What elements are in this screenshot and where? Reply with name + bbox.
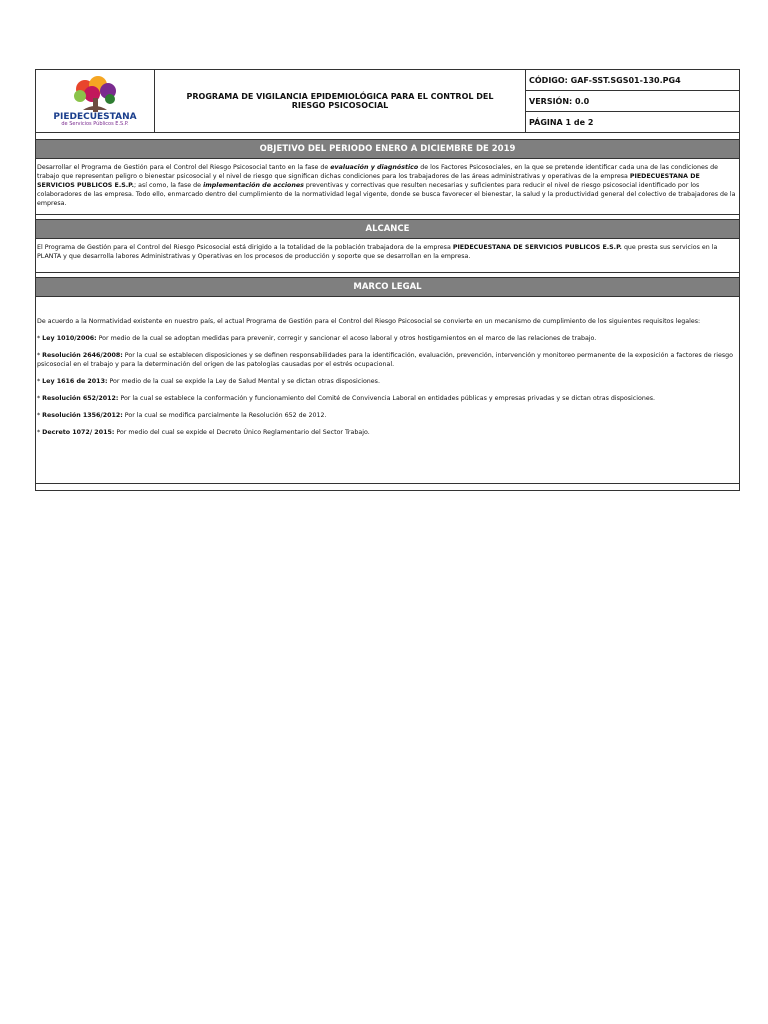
logo-wordmark: PIEDECUESTANA <box>53 111 137 122</box>
legal-item: * Decreto 1072/ 2015: Por medio del cual se expide el Decreto Único Reglamentario del Sector Trabajo. <box>37 429 370 436</box>
legal-item-text: Por medio de la cual se adoptan medidas para prevenir, corregir y sancionar el acoso laboral y otros hostigamientos en el marco de las relaciones de trabajo. <box>96 335 597 342</box>
scope-text <box>36 239 739 273</box>
objective-text <box>36 159 739 215</box>
company-name: PIEDECUESTANA DE SERVICIOS PUBLICOS E.S.P. <box>452 244 622 251</box>
document-page: PÁGINA 1 de 2 <box>529 117 594 127</box>
scope-part: que presta sus servicios en la PLANTA y que desarrolla labores Administrativas y Operativas en los procesos de producción y soporte que se desarrollan en la empresa. <box>37 244 718 260</box>
objective-part: Desarrollar el Programa de Gestión para el Control del Riesgo Psicosocial tanto en la fase de <box>37 164 331 171</box>
objective-emphasis: evaluación y diagnóstico <box>330 164 419 171</box>
legal-item: * Resolución 652/2012: Por la cual se establece la conformación y funcionamiento del Comité de Convivencia Laboral en entidades públicas y empresas privadas y se dictan otras disposiciones. <box>37 395 656 402</box>
legal-text <box>36 297 739 483</box>
legal-item: * Ley 1616 de 2013: Por medio de la cual se expide la Ley de Salud Mental y se dictan otras disposiciones. <box>37 378 380 385</box>
document-header <box>36 70 739 133</box>
objective-heading: OBJETIVO DEL PERIODO ENERO A DICIEMBRE DE 2019 <box>36 140 739 159</box>
legal-item-name: Ley 1010/2006: <box>42 335 97 342</box>
legal-item-name: Resolución 1356/2012: <box>42 412 123 419</box>
document-sheet <box>35 69 740 491</box>
objective-emphasis: implementación de acciones <box>203 182 304 189</box>
footer-rule <box>36 483 739 490</box>
legal-item-name: Ley 1616 de 2013: <box>42 378 108 385</box>
legal-item-name: Decreto 1072/ 2015: <box>42 429 115 436</box>
document-title: PROGRAMA DE VIGILANCIA EPIDEMIOLÓGICA PARA EL CONTROL DEL RIESGO PSICOSOCIAL <box>155 70 526 132</box>
objective-part: de los Factores Psicosociales, en la que se pretende identificar cada una de las condiciones de trabajo que representan peligro o bienestar psicosocial y el nivel de riesgo que significan dichas condiciones para los trabajadores de las áreas administrativas y operativas de la empresa <box>37 164 719 180</box>
spacer <box>36 133 739 140</box>
objective-part: ; así como, la fase de <box>134 182 204 189</box>
legal-item-text: Por la cual se establece la conformación y funcionamiento del Comité de Convivencia Laboral en entidades públicas y empresas privadas y se dictan otras disposiciones. <box>118 395 656 402</box>
tree-logo-icon <box>65 76 125 112</box>
legal-item-text: Por la cual se modifica parcialmente la Resolución 652 de 2012. <box>122 412 327 419</box>
legal-item-text: Por medio de la cual se expide la Ley de Salud Mental y se dictan otras disposiciones. <box>107 378 380 385</box>
document-code: CÓDIGO: GAF-SST.SGS01-130.PG4 <box>526 70 739 91</box>
scope-part: El Programa de Gestión para el Control del Riesgo Psicosocial está dirigido a la totalidad de la población trabajadora de la empresa <box>37 244 453 251</box>
document-version: VERSIÓN: 0.0 <box>526 91 739 112</box>
legal-item: * Resolución 2646/2008: Por la cual se establecen disposiciones y se definen responsabilidades para la identificación, evaluación, prevención, intervención y monitoreo permanente de la exposición a factores de riesgo psicosocial en el trabajo y para la determinación del origen de las patologías causadas por el estrés ocupacional. <box>37 352 734 368</box>
legal-item: * Ley 1010/2006: Por medio de la cual se adoptan medidas para prevenir, corregir y sancionar el acoso laboral y otros hostigamientos en el marco de las relaciones de trabajo. <box>37 335 597 342</box>
legal-item-text: Por la cual se establecen disposiciones y se definen responsabilidades para la identificación, evaluación, prevención, intervención y monitoreo permanente de la exposición a factores de riesgo psicosocial en el trabajo y para la determinación del origen de las patologías causadas por el estrés ocupacional. <box>37 352 734 368</box>
company-logo <box>36 70 155 132</box>
legal-heading: MARCO LEGAL <box>36 278 739 297</box>
scope-heading: ALCANCE <box>36 220 739 239</box>
legal-item: * Resolución 1356/2012: Por la cual se modifica parcialmente la Resolución 652 de 2012. <box>37 412 327 419</box>
logo-tagline: de Servicios Públicos E.S.P. <box>61 120 129 127</box>
legal-intro: De acuerdo a la Normatividad existente en nuestro país, el actual Programa de Gestión para el Control del Riesgo Psicosocial se convierte en un mecanismo de cumplimiento de los siguientes requisitos legales: <box>37 318 701 325</box>
legal-item-text: Por medio del cual se expide el Decreto Único Reglamentario del Sector Trabajo. <box>114 429 370 436</box>
objective-part: preventivas y correctivas que resulten necesarias y suficientes para reducir el nivel de riesgo psicosocial identificado por los colaboradores de las empresa. Todo ello, enmarcado dentro del cumplimiento de la normatividad legal vigente, donde se busca favorecer el bienestar, la salud y la productividad general del colectivo de trabajadores de la empresa. <box>37 182 736 207</box>
document-meta <box>526 70 739 132</box>
legal-item-name: Resolución 2646/2008: <box>42 352 123 359</box>
company-name: PIEDECUESTANA DE SERVICIOS PUBLICOS E.S.P. <box>37 173 700 189</box>
legal-item-name: Resolución 652/2012: <box>42 395 119 402</box>
